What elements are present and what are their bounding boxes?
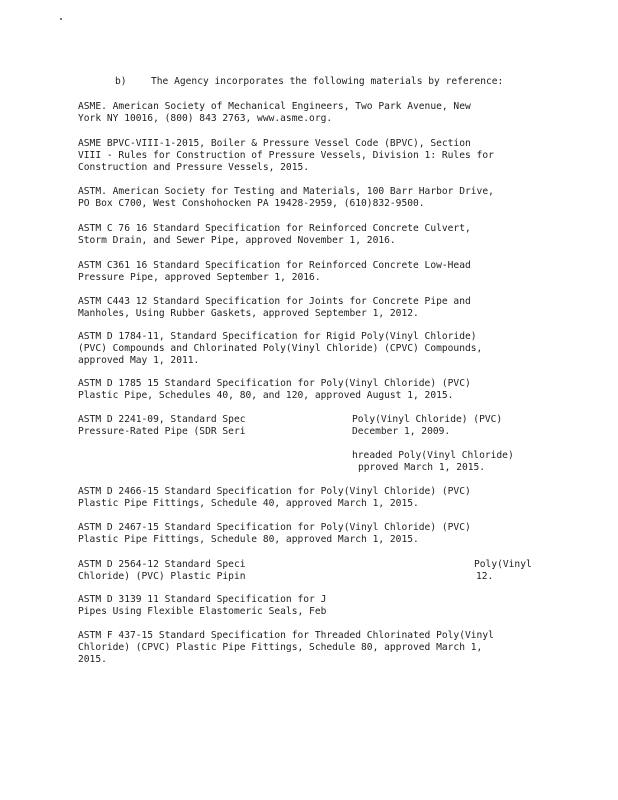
reference-line: PO Box C700, West Conshohocken PA 19428-2959, (610)832-9500.: [78, 198, 425, 209]
reference-line: Manholes, Using Rubber Gaskets, approved September 1, 2012.: [78, 308, 419, 319]
intro-label: b): [115, 76, 127, 87]
intro-text: The Agency incorporates the following materials by reference:: [151, 76, 504, 87]
reference-line: ASTM C361 16 Standard Specification for Reinforced Concrete Low-Head: [78, 260, 471, 271]
reference-line-fragment: 12.: [476, 571, 494, 582]
reference-line: (PVC) Compounds and Chlorinated Poly(Vinyl Chloride) (CPVC) Compounds,: [78, 343, 483, 354]
reference-line-fragment: December 1, 2009.: [352, 426, 451, 437]
reference-line: approved May 1, 2011.: [78, 355, 200, 366]
reference-line-partial: ASTM D 2564-12 Standard Speci: [78, 559, 246, 570]
reference-line: ASTM F 437-15 Standard Specification for Threaded Chlorinated Poly(Vinyl: [78, 630, 494, 641]
reference-line-partial: Pressure-Rated Pipe (SDR Seri: [78, 426, 246, 437]
reference-line: ASME BPVC-VIII-1-2015, Boiler & Pressure Vessel Code (BPVC), Section: [78, 138, 471, 149]
reference-line-fragment: Poly(Vinyl: [474, 559, 532, 570]
reference-line: ASTM D 1784-11, Standard Specification for Rigid Poly(Vinyl Chloride): [78, 331, 477, 342]
reference-line: ASTM D 2466-15 Standard Specification for Poly(Vinyl Chloride) (PVC): [78, 486, 471, 497]
reference-line: ASTM. American Society for Testing and Materials, 100 Barr Harbor Drive,: [78, 186, 494, 197]
reference-line: VIII - Rules for Construction of Pressure Vessels, Division 1: Rules for: [78, 150, 494, 161]
reference-line-partial: Chloride) (PVC) Plastic Pipin: [78, 571, 246, 582]
reference-line-fragment: hreaded Poly(Vinyl Chloride): [352, 450, 514, 461]
reference-line: Storm Drain, and Sewer Pipe, approved November 1, 2016.: [78, 235, 396, 246]
reference-line-partial: ASTM D 2241-09, Standard Spec: [78, 414, 246, 425]
reference-line: ASTM D 1785 15 Standard Specification for Poly(Vinyl Chloride) (PVC): [78, 378, 471, 389]
reference-line: Plastic Pipe Fittings, Schedule 40, approved March 1, 2015.: [78, 498, 419, 509]
reference-line: Construction and Pressure Vessels, 2015.: [78, 162, 310, 173]
reference-line-partial: Pipes Using Flexible Elastomeric Seals, Feb: [78, 606, 327, 617]
reference-line: Chloride) (CPVC) Plastic Pipe Fittings, Schedule 80, approved March 1,: [78, 642, 483, 653]
reference-line-partial: ASTM D 3139 11 Standard Specification for J: [78, 594, 327, 605]
reference-line: York NY 10016, (800) 843 2763, www.asme.org.: [78, 113, 333, 124]
reference-line: 2015.: [78, 654, 107, 665]
reference-line: ASTM C 76 16 Standard Specification for Reinforced Concrete Culvert,: [78, 223, 471, 234]
reference-line: Plastic Pipe Fittings, Schedule 80, approved March 1, 2015.: [78, 534, 419, 545]
scan-speck: [60, 18, 62, 20]
reference-line: ASME. American Society of Mechanical Engineers, Two Park Avenue, New: [78, 101, 471, 112]
reference-line-fragment: pproved March 1, 2015.: [358, 462, 486, 473]
reference-line: Pressure Pipe, approved September 1, 2016.: [78, 272, 321, 283]
reference-line: ASTM C443 12 Standard Specification for Joints for Concrete Pipe and: [78, 296, 471, 307]
reference-line: Plastic Pipe, Schedules 40, 80, and 120, approved August 1, 2015.: [78, 390, 454, 401]
reference-line-fragment: Poly(Vinyl Chloride) (PVC): [352, 414, 503, 425]
reference-line: ASTM D 2467-15 Standard Specification for Poly(Vinyl Chloride) (PVC): [78, 522, 471, 533]
